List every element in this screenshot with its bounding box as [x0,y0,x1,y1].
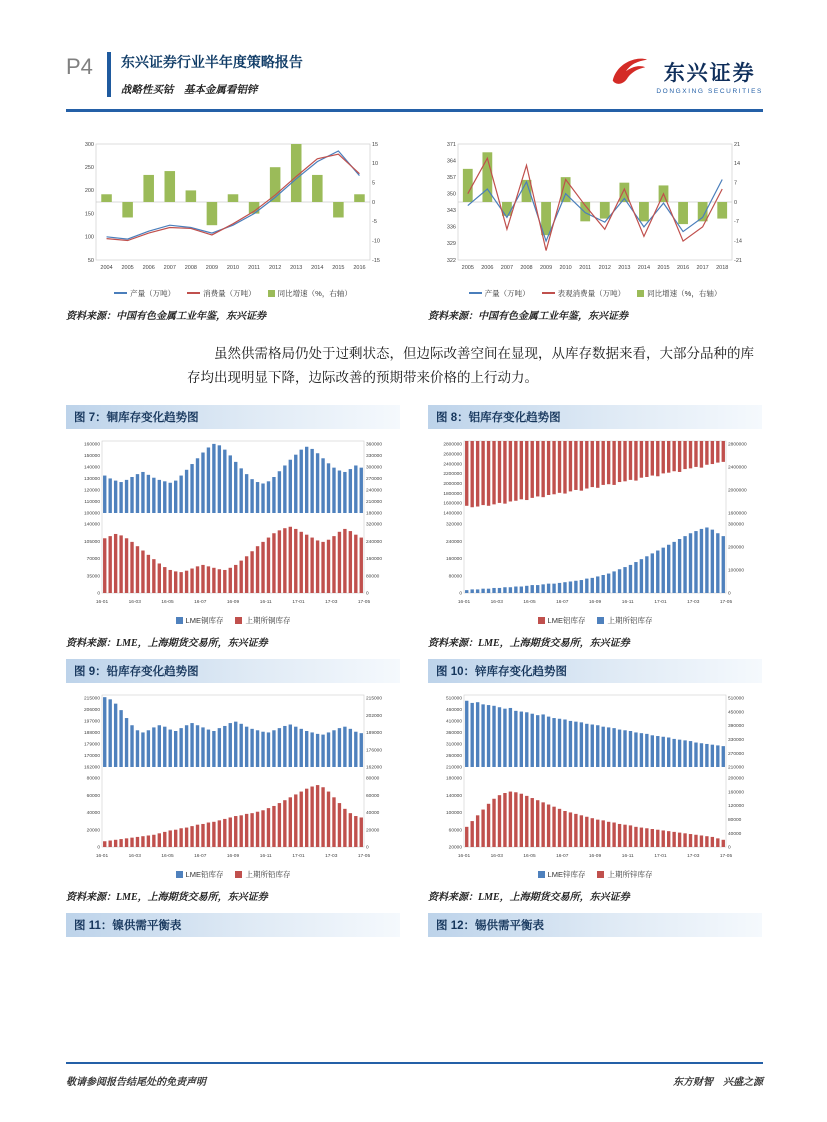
svg-text:180000: 180000 [445,776,462,782]
chart-lead-inventory [66,691,400,903]
legend-swatch [268,290,275,297]
svg-text:160000: 160000 [366,557,383,563]
legend-item: LME铝库存 [538,615,586,626]
svg-text:300000: 300000 [728,522,745,528]
legend-item: 上期所锌库存 [597,869,652,880]
legend-item: 上期所铅库存 [235,869,290,880]
svg-text:371: 371 [446,141,456,148]
legend-item: 产量（万吨） [469,288,530,299]
svg-text:1800000: 1800000 [443,492,462,498]
svg-text:410000: 410000 [445,719,462,725]
svg-text:2000000: 2000000 [443,482,462,488]
svg-text:2009: 2009 [205,265,219,271]
svg-text:140000: 140000 [445,794,462,800]
svg-text:206000: 206000 [83,708,100,714]
svg-text:80000: 80000 [86,776,100,782]
svg-text:310000: 310000 [445,742,462,748]
svg-text:320000: 320000 [445,522,462,528]
svg-text:240000: 240000 [366,488,383,494]
svg-text:2008: 2008 [520,265,533,271]
svg-text:7: 7 [734,180,738,187]
svg-text:120000: 120000 [83,488,100,494]
svg-text:270000: 270000 [366,477,383,483]
report-title: 东兴证券行业半年度策略报告 [120,54,303,70]
svg-text:10: 10 [372,161,379,168]
legend-item: 上期所铜库存 [235,615,290,626]
svg-text:17-05: 17-05 [719,854,733,860]
svg-text:202000: 202000 [366,714,383,720]
svg-text:0: 0 [366,845,369,851]
dongxing-logo [607,52,763,99]
legend-swatch [637,290,644,297]
legend-item: 上期所铝库存 [597,615,652,626]
svg-text:140000: 140000 [83,465,100,471]
svg-text:350: 350 [446,191,456,198]
svg-text:14: 14 [734,161,741,168]
brand-name-cn: 东兴证券 [663,61,756,85]
svg-text:0: 0 [728,845,731,851]
svg-text:15: 15 [372,141,379,148]
svg-text:2013: 2013 [618,265,631,271]
supply-demand-right-plot [428,136,762,286]
source-yearbook: 资料来源：中国有色金属工业年鉴，东兴证券 [428,311,628,322]
svg-text:35000: 35000 [86,574,100,580]
svg-text:16-11: 16-11 [259,854,272,860]
svg-text:329: 329 [446,241,456,248]
svg-text:140000: 140000 [83,522,100,528]
svg-text:250: 250 [84,165,94,171]
svg-text:200000: 200000 [728,545,745,551]
figure-title-9: 图 9：铅库存变化趋势图 [66,659,400,683]
svg-text:2012: 2012 [598,265,611,271]
source-lme: 资料来源：LME，上海期货交易所，东兴证券 [428,638,630,650]
aluminum-inventory-legend [428,615,762,626]
svg-text:-5: -5 [372,219,377,226]
source-yearbook: 资料来源：中国有色金属工业年鉴，东兴证券 [66,311,266,322]
svg-text:16-01: 16-01 [95,854,109,860]
svg-text:17-03: 17-03 [325,854,338,860]
supply-demand-right-legend [428,288,762,299]
svg-text:2006: 2006 [481,265,494,271]
dongxing-swoosh-icon [607,52,649,99]
svg-text:105000: 105000 [83,540,100,546]
svg-text:110000: 110000 [84,500,100,506]
svg-text:2007: 2007 [500,265,514,271]
svg-text:210000: 210000 [445,765,462,771]
legend-swatch [235,617,242,624]
supply-demand-left-legend [66,288,400,299]
legend-swatch [176,871,183,878]
svg-text:100000: 100000 [83,511,100,517]
svg-text:16-01: 16-01 [457,854,471,860]
source-lme: 资料来源：LME，上海期货交易所，东兴证券 [66,892,268,904]
figure-title-8: 图 8：铝库存变化趋势图 [428,405,762,429]
svg-text:0: 0 [366,591,369,597]
svg-text:189000: 189000 [366,731,383,737]
svg-text:16-03: 16-03 [490,600,503,606]
legend-swatch [597,871,604,878]
figure-title-11: 图 11：镍供需平衡表 [66,913,400,937]
svg-text:2400000: 2400000 [728,465,747,471]
svg-text:2016: 2016 [676,265,690,271]
chart-zinc-inventory [428,691,762,903]
svg-text:-14: -14 [734,238,742,245]
svg-text:162000: 162000 [83,765,100,771]
svg-text:16-07: 16-07 [194,600,207,606]
svg-text:2600000: 2600000 [443,452,462,458]
svg-text:16-09: 16-09 [588,854,602,860]
svg-text:188000: 188000 [83,731,100,737]
legend-swatch [114,292,127,294]
svg-text:0: 0 [728,591,731,597]
svg-text:17-01: 17-01 [654,854,667,860]
svg-text:176000: 176000 [366,748,383,754]
svg-text:2400000: 2400000 [443,462,462,468]
svg-text:17-01: 17-01 [292,600,305,606]
svg-text:16-09: 16-09 [226,854,240,860]
svg-text:2011: 2011 [579,265,592,271]
legend-item: 同比增速（%，右轴） [637,288,721,299]
svg-text:197000: 197000 [83,719,100,725]
svg-text:270000: 270000 [728,752,745,758]
chart-supply-demand-right [428,136,762,322]
page-number: P4 [66,54,93,79]
svg-text:360000: 360000 [445,731,462,737]
svg-text:300: 300 [84,141,94,148]
svg-text:100000: 100000 [728,568,745,574]
svg-text:17-03: 17-03 [687,854,700,860]
svg-text:0: 0 [97,591,100,597]
svg-text:17-05: 17-05 [357,854,371,860]
chart-aluminum-inventory [428,437,762,649]
svg-text:2014: 2014 [311,265,324,271]
svg-text:16-05: 16-05 [523,600,536,606]
svg-text:20000: 20000 [448,845,462,851]
svg-text:40000: 40000 [366,811,380,817]
svg-text:2005: 2005 [121,265,134,271]
svg-text:16-03: 16-03 [128,600,141,606]
svg-text:0: 0 [734,199,738,206]
chart-supply-demand-left [66,136,400,322]
svg-text:100000: 100000 [445,811,462,817]
svg-text:364: 364 [446,158,456,165]
legend-swatch [235,871,242,878]
svg-text:16-07: 16-07 [556,600,569,606]
svg-text:50: 50 [87,257,94,264]
svg-text:215000: 215000 [83,696,100,702]
svg-text:210000: 210000 [728,765,745,771]
svg-text:360000: 360000 [366,442,383,448]
svg-text:21: 21 [734,141,741,148]
svg-text:16-03: 16-03 [128,854,141,860]
svg-text:150000: 150000 [83,454,100,460]
svg-text:17-03: 17-03 [687,600,700,606]
svg-text:16-05: 16-05 [161,854,174,860]
svg-text:2010: 2010 [226,265,240,271]
legend-swatch [469,292,482,294]
svg-text:0: 0 [459,591,462,597]
svg-text:5: 5 [372,180,376,187]
svg-text:160000: 160000 [83,442,100,448]
svg-text:20000: 20000 [366,828,380,834]
svg-text:450000: 450000 [728,710,745,716]
svg-text:17-01: 17-01 [292,854,305,860]
header-divider [66,109,763,112]
aluminum-inventory-plot [428,437,762,613]
lead-inventory-legend [66,869,400,880]
legend-item: LME铜库存 [176,615,224,626]
svg-text:-7: -7 [734,219,739,226]
svg-text:60000: 60000 [366,794,380,800]
svg-text:20000: 20000 [86,828,100,834]
supply-demand-left-plot [66,136,400,286]
svg-text:2016: 2016 [353,265,366,271]
svg-text:2007: 2007 [163,265,176,271]
svg-text:200000: 200000 [728,776,745,782]
svg-text:16-11: 16-11 [621,854,634,860]
legend-swatch [542,292,555,294]
svg-text:162000: 162000 [366,765,383,771]
legend-item: 表观消费量（万吨） [542,288,626,299]
svg-text:16-09: 16-09 [226,600,240,606]
svg-text:2010: 2010 [559,265,572,271]
svg-text:60000: 60000 [86,794,100,800]
svg-text:215000: 215000 [366,696,383,702]
svg-text:2013: 2013 [290,265,303,271]
svg-text:322: 322 [446,257,456,264]
svg-text:1600000: 1600000 [728,511,747,517]
legend-item: 产量（万吨） [114,288,175,299]
svg-text:160000: 160000 [728,790,745,796]
legend-item: 消费量（万吨） [187,288,256,299]
svg-text:40000: 40000 [86,811,100,817]
svg-text:320000: 320000 [366,522,383,528]
source-lme: 资料来源：LME，上海期货交易所，东兴证券 [66,638,268,650]
svg-text:16-05: 16-05 [161,600,174,606]
svg-text:16-01: 16-01 [95,600,109,606]
svg-text:357: 357 [446,174,456,181]
svg-text:17-05: 17-05 [719,600,733,606]
svg-text:16-09: 16-09 [588,600,602,606]
svg-text:240000: 240000 [366,540,383,546]
svg-text:17-01: 17-01 [654,600,667,606]
svg-text:2011: 2011 [248,265,260,271]
svg-text:16-03: 16-03 [490,854,503,860]
figure-title-10: 图 10：锌库存变化趋势图 [428,659,762,683]
copper-inventory-legend [66,615,400,626]
svg-text:2000000: 2000000 [728,488,747,494]
svg-text:70000: 70000 [86,557,100,563]
svg-text:2018: 2018 [716,265,729,271]
svg-text:1400000: 1400000 [443,511,462,517]
legend-item: LME铅库存 [176,869,224,880]
figure-title-7: 图 7：铜库存变化趋势图 [66,405,400,429]
lead-inventory-plot [66,691,400,867]
svg-text:1600000: 1600000 [443,501,462,507]
page-footer [66,1062,763,1088]
svg-text:240000: 240000 [445,540,462,546]
svg-text:2800000: 2800000 [728,442,747,448]
legend-swatch [597,617,604,624]
brand-name-en: DONGXING SECURITIES [656,87,763,95]
svg-text:2017: 2017 [696,265,709,271]
svg-text:17-05: 17-05 [357,600,371,606]
svg-text:16-05: 16-05 [523,854,536,860]
svg-text:2005: 2005 [461,265,474,271]
svg-text:100: 100 [84,234,94,241]
svg-text:80000: 80000 [366,574,380,580]
svg-text:16-11: 16-11 [621,600,634,606]
svg-text:330000: 330000 [728,738,745,744]
svg-text:510000: 510000 [445,696,462,702]
zinc-inventory-plot [428,691,762,867]
figure-title-12: 图 12：锡供需平衡表 [428,913,762,937]
svg-text:16-07: 16-07 [194,854,207,860]
svg-text:2006: 2006 [142,265,155,271]
svg-text:336: 336 [446,224,456,231]
svg-text:210000: 210000 [366,500,383,506]
svg-text:2008: 2008 [184,265,197,271]
svg-text:-15: -15 [372,257,380,264]
svg-text:2012: 2012 [269,265,282,271]
svg-text:180000: 180000 [366,511,383,517]
legend-item: 同比增速（%，右轴） [268,288,352,299]
legend-swatch [176,617,183,624]
svg-text:17-03: 17-03 [325,600,338,606]
svg-text:80000: 80000 [448,574,462,580]
copper-inventory-plot [66,437,400,613]
source-lme: 资料来源：LME，上海期货交易所，东兴证券 [428,892,630,904]
svg-text:16-01: 16-01 [457,600,471,606]
svg-text:130000: 130000 [83,477,100,483]
svg-text:16-11: 16-11 [259,600,272,606]
chart-copper-inventory [66,437,400,649]
svg-text:200: 200 [84,188,94,195]
svg-text:343: 343 [446,208,456,215]
legend-item: LME锌库存 [538,869,586,880]
svg-text:260000: 260000 [445,754,462,760]
svg-text:2015: 2015 [332,265,345,271]
svg-text:-10: -10 [372,238,380,245]
svg-text:40000: 40000 [728,832,742,838]
svg-text:2800000: 2800000 [443,442,462,448]
svg-text:2004: 2004 [100,265,113,271]
svg-text:2014: 2014 [637,265,651,271]
svg-text:-21: -21 [734,257,742,264]
footer-disclaimer: 敬请参阅报告结尾处的免责声明 [66,1077,206,1088]
zinc-inventory-legend [428,869,762,880]
title-block [107,52,303,97]
svg-text:510000: 510000 [728,696,745,702]
svg-text:60000: 60000 [448,828,462,834]
svg-text:179000: 179000 [83,742,100,748]
svg-text:330000: 330000 [366,454,383,460]
page-header [66,52,763,99]
svg-text:120000: 120000 [728,804,745,810]
svg-text:80000: 80000 [366,776,380,782]
svg-text:170000: 170000 [83,754,100,760]
svg-text:2200000: 2200000 [443,472,462,478]
svg-text:2009: 2009 [539,265,553,271]
svg-text:390000: 390000 [728,724,745,730]
svg-text:460000: 460000 [445,708,462,714]
svg-text:16-07: 16-07 [556,854,569,860]
legend-swatch [187,292,200,294]
svg-text:80000: 80000 [728,818,742,824]
footer-slogan: 东方财智 兴盛之源 [673,1077,763,1088]
svg-text:150: 150 [84,211,94,218]
svg-text:0: 0 [372,199,376,206]
report-subtitle: 战略性买钴 基本金属看铝锌 [120,85,258,96]
body-paragraph: 虽然供需格局仍处于过剩状态，但边际改善空间在显现，从库存数据来看，大部分品种的库存均出现明显下降，边际改善的预期带来价格的上行动力。 [187,346,754,385]
svg-text:0: 0 [97,845,100,851]
svg-text:160000: 160000 [445,557,462,563]
svg-text:300000: 300000 [366,465,383,471]
legend-swatch [538,617,545,624]
svg-text:2015: 2015 [657,265,670,271]
legend-swatch [538,871,545,878]
